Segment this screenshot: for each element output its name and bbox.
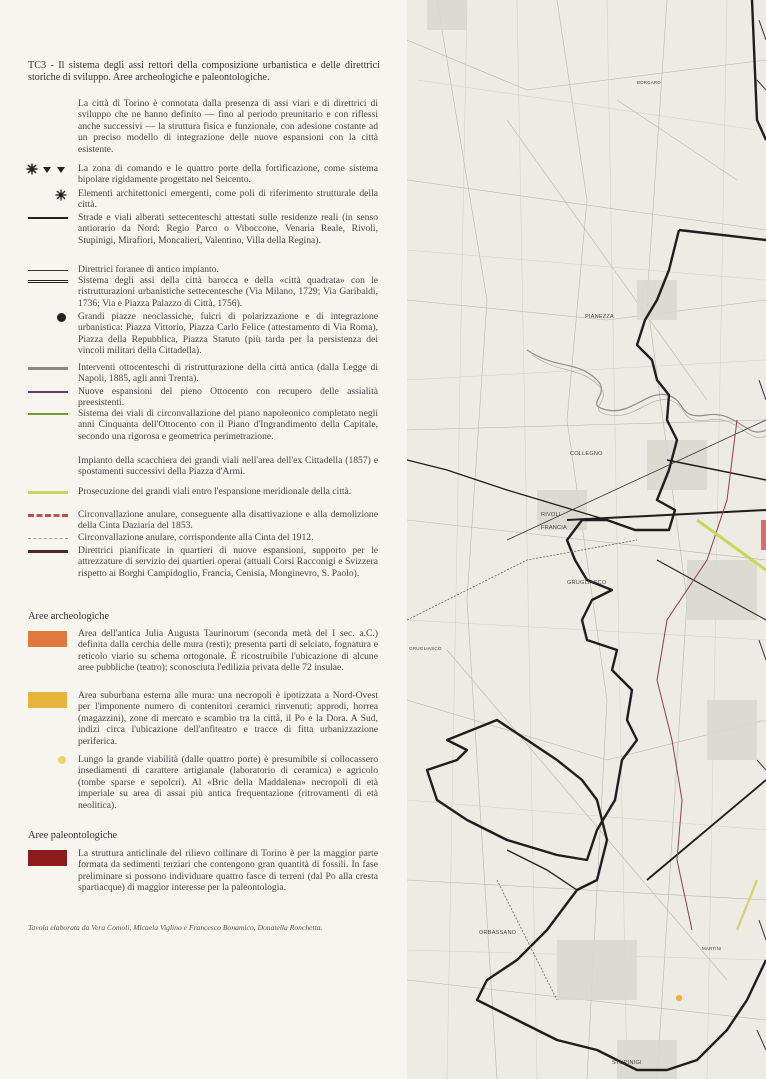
legend-item-13: Direttrici pianificate in quartieri di nuove espansioni, supporto per le attrezzature di servizio dei quartieri operai (attuali Corsi Racconigi e Svizzera rispetto ai Borghi Campidoglio, Francia, Cenisia, Monginevro, S. Paolo). xyxy=(78,545,378,579)
yellow-green-line-swatch xyxy=(28,491,68,494)
archeo-swatch-roman-city xyxy=(28,631,67,647)
map-panel xyxy=(407,0,766,1079)
road-network xyxy=(407,0,766,1079)
archeo-heading: Aree archeologiche xyxy=(28,611,110,622)
grey-line-swatch xyxy=(28,367,68,370)
map-title: TC3 - Il sistema degli assi rettori della composizione urbanistica e delle direttrici storiche di sviluppo. Aree archeologiche e paleontologiche. xyxy=(28,60,380,84)
legend-item-1: Elementi architettonici emergenti, come poli di riferimento strutturale della città. xyxy=(78,188,378,211)
green-line-swatch xyxy=(28,413,68,415)
legend-item-11: Circonvallazione anulare, conseguente alla disattivazione e alla demolizione della Cinta Daziaria del 1853. xyxy=(78,509,378,532)
legend-item-3: Direttrici foranee di antico impianto. xyxy=(78,264,219,275)
place-label-collegno: COLLEGNO xyxy=(570,451,603,457)
archeo-item-2: Lungo la grande viabilità (dalle quattro porte) è presumibile si collocassero insediamenti di carattere artigianale (laboratorio di ceramica) e agricolo (tombe sparse e sepolcri). Al «Bric della Maddalena» necropoli di età imperiale su area di assai più antica frequentazione (ritrovamenti di età neolitica). xyxy=(78,754,378,811)
archeo-item-0: Area dell'antica Julia Augusta Taurinorum (seconda metà del I sec. a.C.) definita dalla cerchia delle mura (resti); presenta parti di selciato, fognatura e reticolo viario su schema ortogonale. È ricostruibile l'ubicazione di alcune aree pubbliche (teatro); sconosciuta l'edilizia privata delle 72 insulae. xyxy=(78,628,378,674)
legend-item-4: Sistema degli assi della città barocca e della «città quadrata» con le ristrutturazioni urbanistiche settecentesche (Via Milano, 1729; Via Garibaldi, 1736; Via e Piazza Palazzo di Città, 1756). xyxy=(78,275,378,309)
place-label-borgaro: BORGARO xyxy=(637,80,661,85)
place-label-grugliasco: GRUGLIASCO xyxy=(567,580,607,586)
purple-line-swatch xyxy=(28,391,68,393)
place-label-pianezza: PIANEZZA xyxy=(585,314,614,320)
dark-maroon-line-swatch xyxy=(28,550,68,553)
legend-item-9: Impianto della scacchiera dei grandi viali nell'area dell'ex Cittadella (1857) e spostamenti successivi della Piazza d'Armi. xyxy=(78,455,378,478)
map-credits: Tavola elaborata da Vera Comoli, Micaela Viglino e Francesco Bonamico, Donatella Ronchetta. xyxy=(28,923,323,932)
archeo-swatch-suburban xyxy=(28,692,67,708)
map-drawing xyxy=(407,0,766,1079)
paleo-item-0: La struttura anticlinale del rilievo collinare di Torino è per la maggior parte formata da sedimenti terziari che contengono gran quantità di fossili. In fase preliminare si possono individuare quattro fasce di terreni (dal Po alla cresta spartiacque) di maggior interesse per la paleontologia. xyxy=(78,848,378,894)
place-label-orbassano: ORBASSANO xyxy=(479,930,517,936)
place-label-stupinigi: STUPINIGI xyxy=(612,1060,642,1066)
legend-item-12: Circonvallazione anulare, corrispondente alla Cinta del 1912. xyxy=(78,532,314,543)
star-icon xyxy=(55,189,67,201)
place-label-rivoli: RIVOLI xyxy=(541,512,561,518)
thin-dashed-line-swatch xyxy=(28,538,68,539)
place-label-grugliasco-small: GRUGLIASCO xyxy=(409,646,442,651)
dot-icon xyxy=(57,313,66,322)
legend-intro: La città di Torino è connotata dalla presenza di assi viari e di direttrici di sviluppo che ne hanno definito — fino al periodo preunitario e con riflessi anche successivi — la struttura fisica e funzionale, con adesione costante ad un preciso modello di integrazione delle nuove espansioni con la città esistente. xyxy=(78,98,378,155)
legend-item-2: Strade e viali alberati settecenteschi attestati sulle residenze reali (in senso antiorario da Nord: Regio Parco o Viboccone, Venaria Reale, Rivoli, Stupinigi, Mirafiori, Moncalieri, Valentino, Villa della Regina). xyxy=(78,212,378,246)
legend-item-8: Sistema dei viali di circonvallazione del piano napoleonico completato negli anni Cinquanta dell'Ottocento con il Piano d'Ingrandimento della Capitale, secondo una rigorosa e geometrica perimetrazione. xyxy=(78,408,378,442)
purple-road xyxy=(657,420,737,930)
legend-item-6: Interventi ottocenteschi di ristrutturazione della città antica (dalla Legge di Napoli, 1885, agli anni Trenta). xyxy=(78,362,378,385)
archeo-item-1: Area suburbana esterna alle mura: una necropoli è ipotizzata a Nord-Ovest per l'imponente numero di contenitori ceramici rinvenuti; approdi, horrea (magazzini), zone di mercato e scambio tra la città, il Po e la Dora. A Sud, indizi circa l'ubicazione dell'anfiteatro e tracce di fitta urbanizzazione periferica. xyxy=(78,690,378,747)
double-black-line-swatch xyxy=(28,280,68,283)
place-label-francia: FRANCIA xyxy=(541,525,567,531)
star-triangles-icon xyxy=(26,163,70,175)
thin-black-line-swatch xyxy=(28,270,68,271)
legend-item-7: Nuove espansioni del pieno Ottocento con recupero delle assialità preesistenti. xyxy=(78,386,378,409)
legend-item-5: Grandi piazze neoclassiche, fulcri di polarizzazione e di integrazione urbanistica: Piazza Vittorio, Piazza Carlo Felice (attestamento di Via Roma), Piazza della Repubblica, Piazza Statuto (più tarda per la persistenza dei vincoli militari della Cittadella). xyxy=(78,311,378,357)
paleo-heading: Aree paleontologiche xyxy=(28,830,118,841)
place-label-martini: MARTINI xyxy=(702,946,722,951)
red-dashed-line-swatch xyxy=(28,514,68,517)
archeo-dot-viability xyxy=(58,756,66,764)
legend-item-10: Prosecuzione dei grandi viali entro l'espansione meridionale della città. xyxy=(78,486,352,497)
river xyxy=(527,350,766,432)
thick-black-line-swatch xyxy=(28,217,68,219)
paleo-swatch xyxy=(28,850,67,866)
legend-item-0: La zona di comando e le quattro porte della fortificazione, come sistema bipolare rigidamente progettato nel Seicento. xyxy=(78,163,378,186)
